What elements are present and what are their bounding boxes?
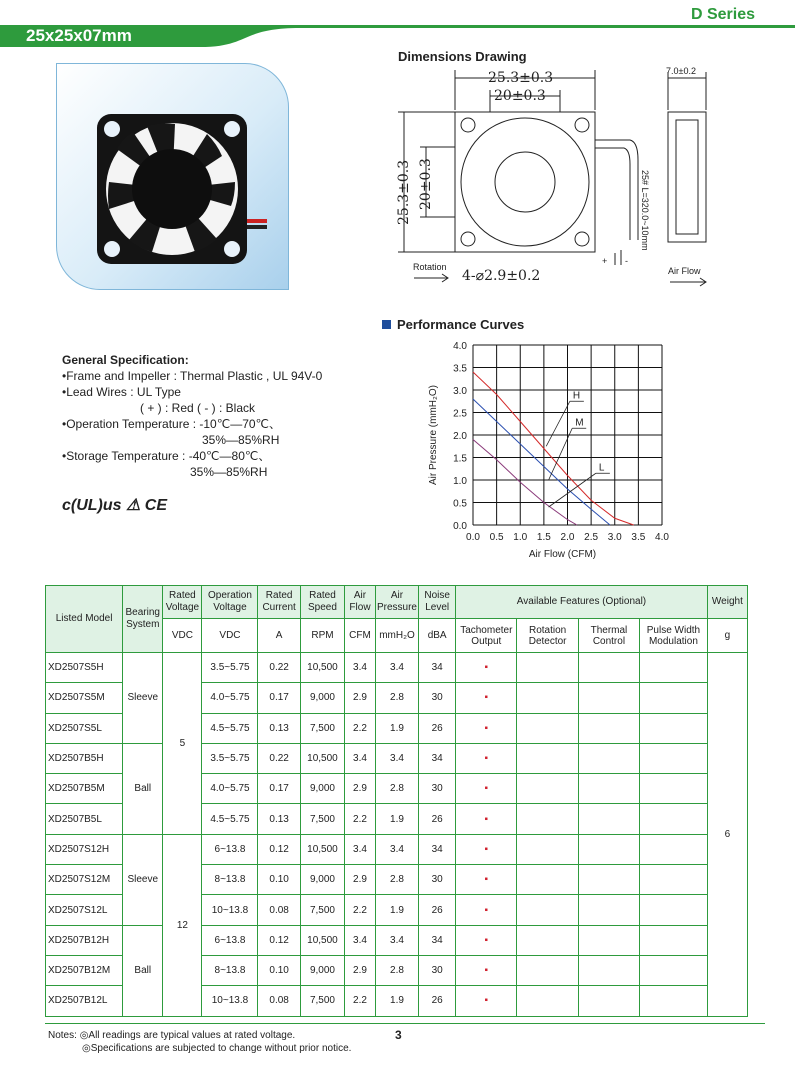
cell-rotation [517,955,578,985]
cell-pres: 1.9 [375,986,418,1016]
cell-pwm [640,804,708,834]
cell-cfm: 2.2 [345,986,376,1016]
cell-thermal [578,774,639,804]
th-speed: Rated Speed [300,586,344,619]
height-outer-label: 25.3±0.3 [396,159,412,225]
x-tick-label: 2.0 [560,532,575,543]
cell-rotation [517,653,578,683]
cell-pres: 3.4 [375,743,418,773]
x-axis-label: Air Flow (CFM) [528,549,597,560]
unit-tach: Tachometer Output [456,619,517,653]
cell-cur: 0.08 [258,895,300,925]
table-row [46,743,748,773]
series-leader [549,428,573,480]
y-tick-label: 3.5 [453,363,467,375]
cell-cfm: 2.2 [345,713,376,743]
cell-thermal [578,865,639,895]
cell-db: 26 [419,713,456,743]
cell-op: 8~13.8 [202,865,258,895]
cell-cur: 0.17 [258,683,300,713]
spec-st-temp: Storage Temperature : -40℃—80℃、 [66,449,271,463]
unit-noise: dBA [419,619,456,653]
x-tick-label: 1.0 [513,532,528,543]
cell-db: 34 [419,834,456,864]
cell-pres: 1.9 [375,804,418,834]
cell-db: 34 [419,925,456,955]
cell-pwm [640,774,708,804]
cell-cur: 0.10 [258,865,300,895]
cell-cfm: 2.9 [345,683,376,713]
cell-weight: 6 [707,653,747,1017]
plus-label: + [602,256,608,266]
unit-rotation: Rotation Detector [517,619,578,653]
x-tick-label: 2.5 [584,532,599,543]
cell-tach: ▪ [456,834,517,864]
cell-bearing: Ball [123,925,163,1016]
cell-bearing: Sleeve [123,834,163,925]
cell-cfm: 3.4 [345,925,376,955]
cell-pwm [640,865,708,895]
y-tick-label: 1.0 [453,476,467,487]
cell-thermal [578,804,639,834]
cell-model: XD2507S12M [46,865,123,895]
cell-pwm [640,743,708,773]
spec-heading: General Specification: [62,353,189,367]
cell-bearing: Ball [123,743,163,834]
cell-rpm: 7,500 [300,986,344,1016]
y-tick-label: 2.0 [453,431,467,442]
th-current: Rated Current [258,586,300,619]
cell-cfm: 2.9 [345,865,376,895]
cell-thermal [578,955,639,985]
cell-db: 30 [419,683,456,713]
height-inner-label: 20±0.3 [418,158,434,210]
cell-db: 34 [419,743,456,773]
series-label: D Series [690,6,755,23]
cell-cur: 0.10 [258,955,300,985]
cell-op: 3.5~5.75 [202,653,258,683]
th-model: Listed Model [46,586,123,653]
cell-model: XD2507S5H [46,653,123,683]
notes-label: Notes: [48,1030,77,1041]
cell-rpm: 9,000 [300,774,344,804]
cell-thermal [578,986,639,1016]
th-voltage: Rated Voltage [163,586,202,619]
cell-model: XD2507S12L [46,895,123,925]
cell-bearing: Sleeve [123,653,163,744]
cell-pres: 1.9 [375,713,418,743]
cell-db: 30 [419,774,456,804]
cell-thermal [578,713,639,743]
cell-cfm: 3.4 [345,834,376,864]
cert-marks: c(UL)us ⚠ CE [62,497,168,514]
cell-cfm: 3.4 [345,743,376,773]
cell-rotation [517,865,578,895]
cell-cur: 0.22 [258,653,300,683]
series-line-M [473,399,610,525]
unit-weight: g [707,619,747,653]
cell-pwm [640,955,708,985]
cell-pwm [640,895,708,925]
cell-pwm [640,986,708,1016]
cell-rotation [517,743,578,773]
cell-rpm: 9,000 [300,955,344,985]
series-label-H: H [572,390,581,402]
note-1: ◎All readings are typical values at rated voltage. [79,1030,296,1041]
y-tick-label: 0.5 [453,498,467,510]
cell-rotation [517,683,578,713]
cell-tach: ▪ [456,804,517,834]
series-leader [546,401,570,446]
cell-tach: ▪ [456,683,517,713]
spec-table [45,585,748,1017]
unit-current: A [258,619,300,653]
cell-model: XD2507B5M [46,774,123,804]
cell-rotation [517,774,578,804]
cell-thermal [578,683,639,713]
cell-rpm: 10,500 [300,743,344,773]
cell-pwm [640,834,708,864]
unit-speed: RPM [300,619,344,653]
cell-tach: ▪ [456,653,517,683]
cell-db: 26 [419,804,456,834]
cell-rpm: 7,500 [300,713,344,743]
cell-op: 8~13.8 [202,955,258,985]
cell-pres: 3.4 [375,834,418,864]
table-row [46,653,748,683]
cell-db: 30 [419,955,456,985]
spec-op-temp: Operation Temperature : -10℃—70℃、 [66,417,282,431]
x-tick-label: 3.5 [631,532,646,543]
cell-cur: 0.12 [258,925,300,955]
cell-thermal [578,653,639,683]
unit-thermal: Thermal Control [578,619,639,653]
cell-thermal [578,925,639,955]
cell-model: XD2507B12H [46,925,123,955]
th-noise: Noise Level [419,586,456,619]
y-tick-label: 1.5 [453,453,467,465]
dimensions-drawing [380,60,720,290]
cell-tach: ▪ [456,986,517,1016]
cell-pres: 1.9 [375,895,418,925]
cell-model: XD2507S5M [46,683,123,713]
cell-pres: 2.8 [375,955,418,985]
cell-rotation [517,713,578,743]
cell-cfm: 2.2 [345,804,376,834]
th-pressure: Air Pressure [375,586,418,619]
cell-cfm: 3.4 [345,653,376,683]
cell-cur: 0.08 [258,986,300,1016]
cell-cur: 0.22 [258,743,300,773]
cell-tach: ▪ [456,743,517,773]
cell-rpm: 10,500 [300,653,344,683]
cell-tach: ▪ [456,713,517,743]
table-row [46,834,748,864]
cell-tach: ▪ [456,955,517,985]
cell-db: 34 [419,653,456,683]
cell-model: XD2507B5L [46,804,123,834]
cell-rpm: 10,500 [300,834,344,864]
page-number: 3 [395,1028,402,1042]
y-axis-label: Air Pressure (mmH₂O) [428,385,439,485]
x-tick-label: 0.0 [466,532,480,543]
cell-rpm: 9,000 [300,683,344,713]
th-airflow: Air Flow [345,586,376,619]
cell-rotation [517,804,578,834]
cell-op: 4.0~5.75 [202,683,258,713]
cell-thermal [578,895,639,925]
cell-pres: 2.8 [375,683,418,713]
x-tick-label: 1.5 [536,532,551,543]
table-row [46,925,748,955]
cell-rotation [517,834,578,864]
cell-model: XD2507S12H [46,834,123,864]
cell-rpm: 10,500 [300,925,344,955]
cell-rotation [517,925,578,955]
spec-op-rh: 35%—85%RH [202,433,280,447]
dimensions-title: Dimensions Drawing [398,49,527,64]
cell-op: 6~13.8 [202,834,258,864]
th-bearing: Bearing System [123,586,163,653]
y-tick-label: 3.0 [453,386,467,397]
x-tick-label: 4.0 [655,532,669,543]
holes-label: 4-⌀2.9±0.2 [462,268,541,284]
th-features: Available Features (Optional) [456,586,708,619]
cell-cur: 0.17 [258,774,300,804]
width-outer-label: 25.3±0.3 [488,70,554,86]
unit-voltage: VDC [163,619,202,653]
airflow-label: Air Flow [668,266,701,276]
cell-db: 26 [419,986,456,1016]
cell-voltage: 12 [163,834,202,1016]
cell-op: 3.5~5.75 [202,743,258,773]
cell-cur: 0.12 [258,834,300,864]
cell-db: 26 [419,895,456,925]
cell-pwm [640,683,708,713]
section-bullet-icon [382,320,391,329]
cell-thermal [578,743,639,773]
cell-pwm [640,653,708,683]
cell-pwm [640,925,708,955]
cell-op: 4.0~5.75 [202,774,258,804]
spec-lead-colors: ( + ) : Red ( - ) : Black [140,401,256,415]
cell-voltage: 5 [163,653,202,835]
cell-op: 10~13.8 [202,895,258,925]
cell-tach: ▪ [456,865,517,895]
cell-pres: 2.8 [375,865,418,895]
cell-thermal [578,834,639,864]
cell-op: 6~13.8 [202,925,258,955]
width-inner-label: 20±0.3 [494,88,546,104]
cell-tach: ▪ [456,774,517,804]
minus-label: - [625,256,628,266]
cell-pwm [640,713,708,743]
performance-chart [420,335,690,575]
cell-tach: ▪ [456,925,517,955]
cell-op: 4.5~5.75 [202,804,258,834]
note-2: ◎Specifications are subjected to change without prior notice. [82,1043,352,1054]
cell-op: 10~13.8 [202,986,258,1016]
thickness-label: 7.0±0.2 [666,66,696,76]
product-photo [56,63,289,290]
cell-rpm: 7,500 [300,804,344,834]
x-tick-label: 3.0 [607,532,622,543]
unit-airflow: CFM [345,619,376,653]
general-spec: General Specification: •Frame and Impeller : Thermal Plastic , UL 94V-0 •Lead Wires : UL Type ( + ) : Red ( - ) : Black •Operation Temperature : -10℃—70℃、 35%—85%RH •Storage Temperature : -40℃—80℃、 35%—85%RH c(UL)us ⚠ CE [62,353,323,514]
cell-cfm: 2.9 [345,774,376,804]
cell-cfm: 2.2 [345,895,376,925]
cell-cfm: 2.9 [345,955,376,985]
cell-pres: 3.4 [375,653,418,683]
cell-rpm: 7,500 [300,895,344,925]
cell-model: XD2507S5L [46,713,123,743]
cell-op: 4.5~5.75 [202,713,258,743]
notes [48,1029,351,1055]
unit-pwm: Pulse Width Modulation [640,619,708,653]
cell-rpm: 9,000 [300,865,344,895]
series-label-L: L [598,462,605,474]
cell-model: XD2507B5H [46,743,123,773]
unit-pressure: mmH₂O [375,619,418,653]
cell-cur: 0.13 [258,804,300,834]
y-tick-label: 0.0 [453,521,467,532]
cell-rotation [517,986,578,1016]
cell-pres: 3.4 [375,925,418,955]
x-tick-label: 0.5 [489,532,504,543]
th-op-voltage: Operation Voltage [202,586,258,619]
cell-cur: 0.13 [258,713,300,743]
cell-db: 30 [419,865,456,895]
spec-frame: Frame and Impeller : Thermal Plastic , UL 94V-0 [66,369,323,383]
cell-rotation [517,895,578,925]
footer-rule [45,1023,765,1024]
th-weight: Weight [707,586,747,619]
rotation-label: Rotation [413,262,447,272]
size-title: 25x25x07mm [26,26,132,45]
y-tick-label: 4.0 [453,341,467,352]
cell-model: XD2507B12L [46,986,123,1016]
performance-title: Performance Curves [382,317,524,332]
cell-model: XD2507B12M [46,955,123,985]
spec-lead: Lead Wires : UL Type [66,385,181,399]
cell-pres: 2.8 [375,774,418,804]
y-tick-label: 2.5 [453,408,467,420]
unit-op-voltage: VDC [202,619,258,653]
spec-st-rh: 35%—85%RH [190,465,268,479]
series-label-M: M [575,417,584,429]
lead-label: 25# L=320.0~10mm [640,170,650,251]
cell-tach: ▪ [456,895,517,925]
